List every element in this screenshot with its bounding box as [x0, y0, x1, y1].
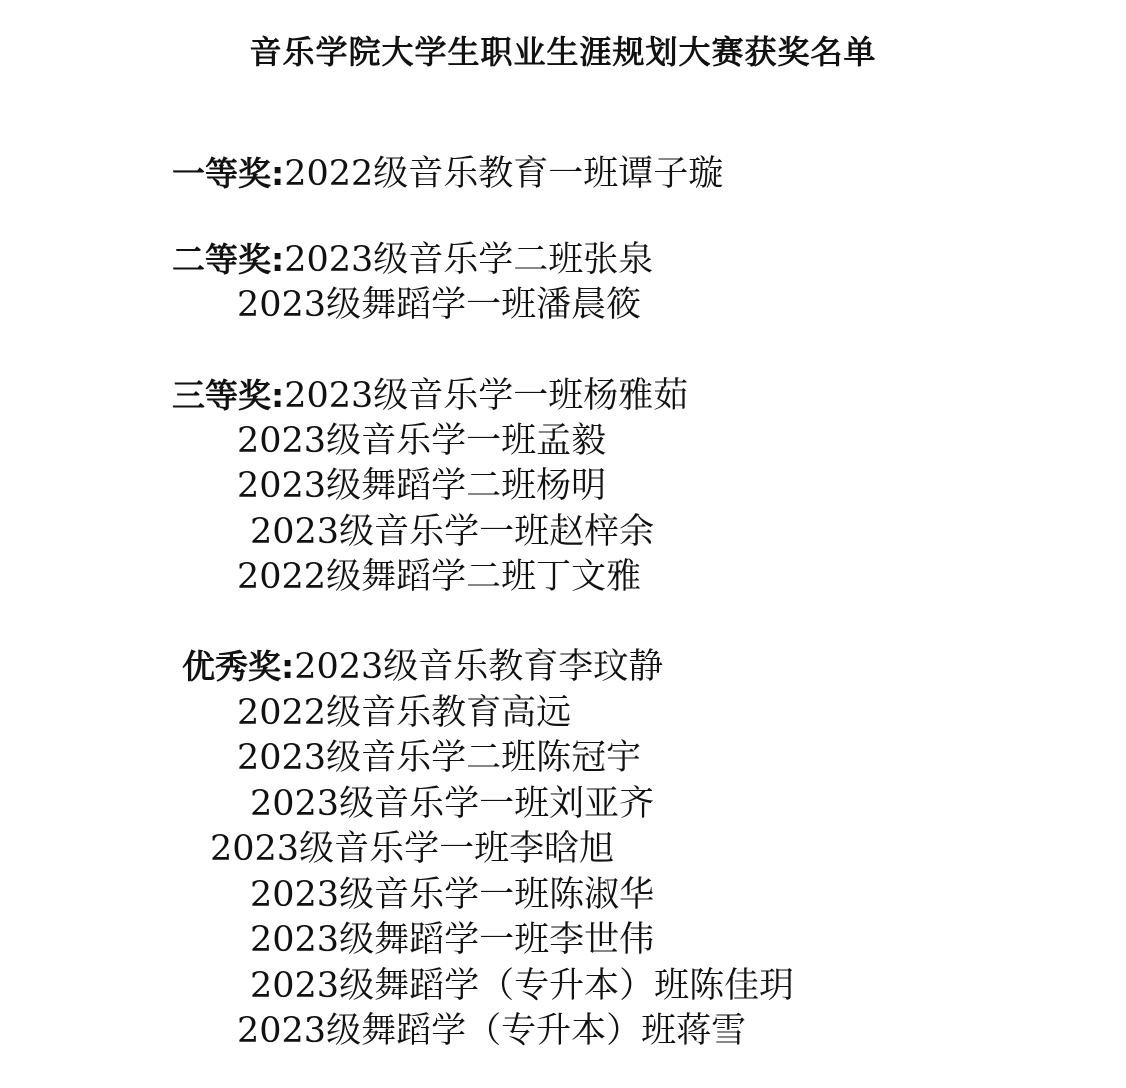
second-prize-row [172, 238, 653, 282]
winner-entry: 2022级舞蹈学二班丁文雅 [237, 557, 642, 597]
winner-entry: 2023级音乐教育李玟静 [294, 647, 664, 687]
first-prize-label: 一等奖: [172, 154, 285, 193]
winner-entry: 2023级舞蹈学一班潘晨筱 [237, 285, 642, 325]
winner-entry: 2023级舞蹈学一班李世伟 [250, 920, 655, 960]
winner-entry: 2023级音乐学一班陈淑华 [250, 875, 655, 915]
winner-entry: 2022级音乐教育一班谭子璇 [284, 154, 724, 194]
winner-entry: 2023级舞蹈学（专升本）班蒋雪 [237, 1011, 747, 1051]
winner-entry: 2023级音乐学二班张泉 [284, 240, 654, 280]
winner-entry: 2023级音乐学一班刘亚齐 [250, 784, 655, 824]
second-prize-label: 二等奖: [172, 240, 285, 279]
winner-entry: 2023级舞蹈学二班杨明 [237, 466, 607, 506]
third-prize-row [172, 374, 688, 418]
winner-entry: 2023级舞蹈学（专升本）班陈佳玥 [250, 966, 795, 1006]
winner-entry: 2022级音乐教育高远 [237, 693, 572, 733]
excellent-prize-row [182, 645, 663, 689]
winner-entry: 2023级音乐学一班李晗旭 [210, 829, 615, 869]
excellent-prize-label: 优秀奖: [182, 647, 295, 686]
winner-entry: 2023级音乐学一班孟毅 [237, 421, 607, 461]
third-prize-label: 三等奖: [172, 376, 285, 415]
page-title: 音乐学院大学生职业生涯规划大赛获奖名单 [249, 33, 877, 71]
winner-entry: 2023级音乐学一班赵梓余 [250, 512, 655, 552]
first-prize-row [172, 152, 723, 196]
winner-entry: 2023级音乐学一班杨雅茹 [284, 376, 689, 416]
winner-entry: 2023级音乐学二班陈冠宇 [237, 738, 642, 778]
